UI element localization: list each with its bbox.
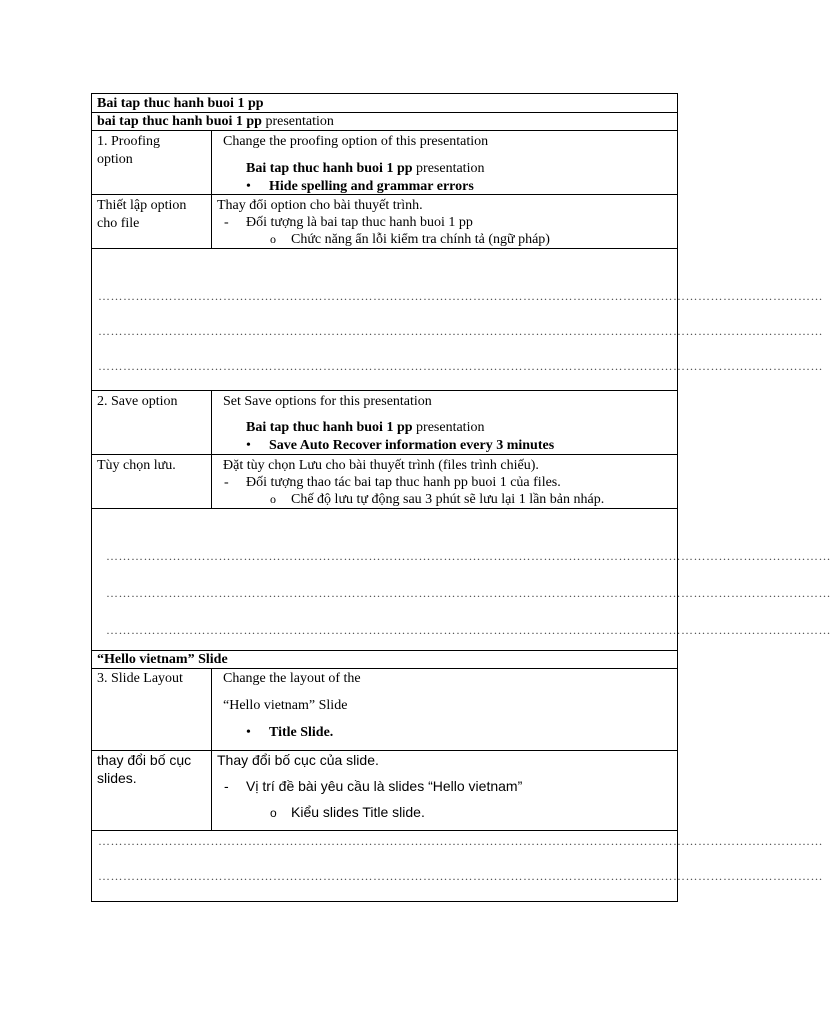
answer-area-2[interactable] [92, 508, 831, 650]
task1-bullet-marker: • [246, 179, 251, 194]
trans1-circle: o [270, 232, 276, 246]
trans1-label-line2: cho file [97, 216, 140, 231]
answer-line[interactable]: ………………………………………………………………………………………………………………………………………………………… [106, 549, 831, 563]
trans3-line1: Thay đổi bố cục của slide. [217, 752, 379, 768]
trans1-dash: - [224, 215, 229, 230]
answer-line[interactable]: ………………………………………………………………………………………………………………………………………………………… [98, 324, 823, 338]
answer-line[interactable]: ………………………………………………………………………………………………………………………………………………………… [98, 869, 823, 883]
task1-instruction: Change the proofing option of this presentation [223, 134, 489, 149]
task1-label-line2: option [97, 152, 133, 167]
section1-subheading-row [92, 112, 677, 130]
task1-bullet: Hide spelling and grammar errors [269, 179, 474, 194]
answer-line[interactable]: ………………………………………………………………………………………………………………………………………………………… [98, 359, 823, 373]
trans1-line3: Chức năng ẩn lỗi kiểm tra chính tả (ngữ pháp) [291, 232, 550, 247]
section2-heading-row [92, 650, 677, 668]
task2-row [92, 390, 677, 454]
task1-row [92, 130, 677, 194]
task3-bullet-marker: • [246, 725, 251, 740]
trans3-label-line2: slides. [97, 770, 137, 786]
trans3-circle: o [270, 806, 277, 820]
trans3-line3: Kiểu slides Title slide. [291, 804, 425, 820]
trans2-dash: - [224, 475, 229, 490]
trans1-line1: Thay đổi option cho bài thuyết trình. [217, 198, 423, 213]
trans2-line3: Chế độ lưu tự động sau 3 phút sẽ lưu lại 1 lần bản nháp. [291, 492, 605, 507]
section1-heading-row [92, 93, 677, 112]
trans2-row [92, 454, 677, 508]
section2-heading: “Hello vietnam” Slide [97, 652, 228, 667]
task3-instruction-line2: “Hello vietnam” Slide [223, 698, 348, 713]
exercise-table [91, 93, 831, 902]
task3-instruction-line1: Change the layout of the [223, 671, 361, 686]
task1-target: Bai tap thuc hanh buoi 1 pp presentation [246, 161, 485, 176]
section1-heading: Bai tap thuc hanh buoi 1 pp [97, 96, 264, 111]
answer-line[interactable]: ………………………………………………………………………………………………………………………………………………………… [98, 834, 823, 848]
trans2-label: Tùy chọn lưu. [97, 458, 176, 473]
answer-line[interactable]: ………………………………………………………………………………………………………………………………………………………… [98, 289, 823, 303]
answer-line[interactable]: ………………………………………………………………………………………………………………………………………………………… [106, 623, 831, 637]
task2-instruction: Set Save options for this presentation [223, 394, 432, 409]
trans3-line2: Vị trí đề bài yêu cầu là slides “Hello vietnam” [246, 778, 523, 794]
section1-subheading: bai tap thuc hanh buoi 1 pp presentation [97, 114, 334, 129]
task3-row [92, 668, 677, 750]
task2-bullet: Save Auto Recover information every 3 minutes [269, 438, 555, 453]
trans3-dash: - [224, 778, 229, 794]
answer-area-3[interactable] [92, 830, 823, 901]
trans1-row [92, 194, 677, 248]
task3-bullet: Title Slide. [269, 725, 334, 740]
trans2-line1: Đặt tùy chọn Lưu cho bài thuyết trình (files trình chiếu). [223, 458, 539, 473]
answer-area-1[interactable] [92, 248, 823, 390]
trans1-label-line1: Thiết lập option [97, 198, 187, 213]
trans2-circle: o [270, 492, 276, 506]
trans3-row [92, 750, 677, 830]
task1-label-line1: 1. Proofing [97, 134, 160, 149]
task3-label: 3. Slide Layout [97, 671, 183, 686]
task2-target: Bai tap thuc hanh buoi 1 pp presentation [246, 420, 485, 435]
trans2-line2: Đối tượng thao tác bai tap thuc hanh pp buoi 1 của files. [246, 475, 561, 490]
task2-bullet-marker: • [246, 438, 251, 453]
answer-line[interactable]: ………………………………………………………………………………………………………………………………………………………… [106, 586, 831, 600]
trans1-line2: Đối tượng là bai tap thuc hanh buoi 1 pp [246, 215, 473, 230]
trans3-label-line1: thay đổi bố cục [97, 752, 192, 768]
task2-label: 2. Save option [97, 394, 178, 409]
